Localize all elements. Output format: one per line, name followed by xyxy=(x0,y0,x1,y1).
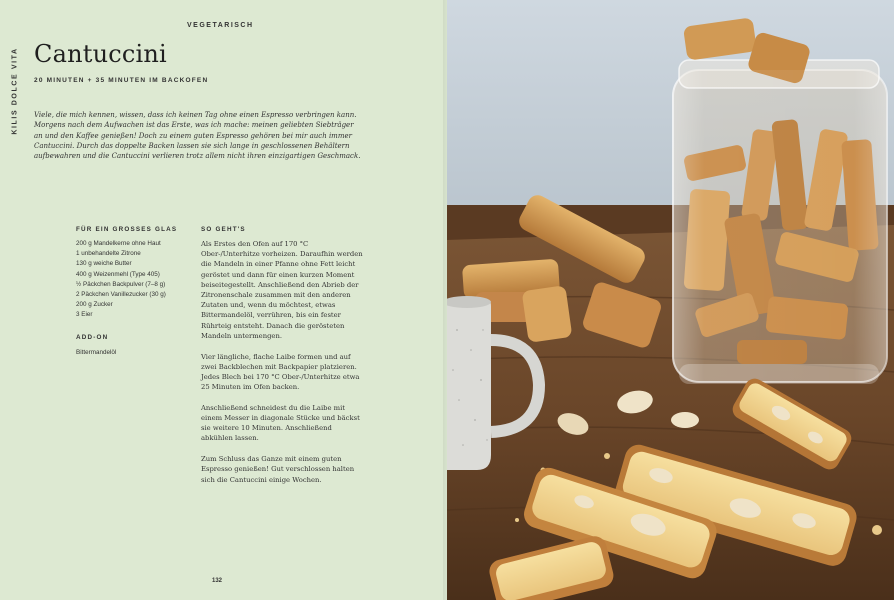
addon-item: Bittermandelöl xyxy=(76,349,117,356)
addon-list xyxy=(76,348,116,358)
page-number: 132 xyxy=(212,578,223,584)
ingredient-item: 1 unbehandelte Zitrone xyxy=(76,250,141,258)
right-page-photo xyxy=(447,0,894,600)
ingredient-item: 2 Päckchen Vanillezucker (30 g) xyxy=(76,291,166,299)
side-label xyxy=(9,46,21,136)
ingredient-item: 3 Eier xyxy=(76,311,93,319)
recipe-time: 20 MINUTEN + 35 MINUTEN IM BACKOFEN xyxy=(34,77,209,84)
ingredient-item: 200 g Zucker xyxy=(76,301,113,309)
step-paragraph: Anschließend schneidest du die Laibe mit einem Messer in diagonale Stücke und bäckst sie weitere 10 Minuten. Anschließend abkühlen lassen. xyxy=(201,403,360,443)
side-label-text: KILIS DOLCE VITA xyxy=(11,47,19,135)
ingredients-list xyxy=(76,239,166,321)
recipe-intro: Viele, die mich kennen, wissen, dass ich keinen Tag ohne einen Espresso verbringen kann. Morgens nach dem Aufwachen ist das Erste, was ich mache: meinen geliebten Siebträger an und den Kaffee genießen! Doch zu einem guten Espresso gehören bei mir auch immer Cantuccini. Durch das doppelte Backen lassen sie sich lange in geschlossenen Behältern aufbewahren und die Cantuccini verlieren trotz allem nicht ihren einzigartigen Geschmack. xyxy=(34,111,361,161)
ingredient-item: 400 g Weizenmehl (Type 405) xyxy=(76,270,160,278)
step-paragraph: Vier längliche, flache Laibe formen und auf zwei Backblechen mit Backpapier platzieren. Jedes Blech bei 170 °C Ober-/Unterhitze etwa 25 Minuten im Ofen backen. xyxy=(201,352,360,392)
category-label: VEGETARISCH xyxy=(187,22,254,29)
step-paragraph: Zum Schluss das Ganze mit einem guten Espresso genießen! Gut verschlossen halten sich die Cantuccini einige Wochen. xyxy=(201,455,355,484)
steps-heading: SO GEHT'S xyxy=(201,226,246,233)
ingredient-item: 200 g Mandelkerne ohne Haut xyxy=(76,240,161,247)
step-paragraph: Als Erstes den Ofen auf 170 °C Ober-/Unterhitze vorheizen. Daraufhin werden die Mandeln in einer Pfanne ohne Fett leicht geröstet und dann für einen kurzen Moment beiseitegestellt. Anschließend den Abrieb der Zitronenschale zusammen mit den anderen Zutaten und, wenn du möchtest, etwas Bittermandelöl, verrühren, bis ein fester Rührteig entsteht. Danach die gerösteten Mandeln untermengen. xyxy=(201,240,363,340)
addon-heading: ADD-ON xyxy=(76,334,109,341)
glass-jar xyxy=(672,17,887,384)
ingredient-item: ½ Päckchen Backpulver (7–8 g) xyxy=(76,280,166,288)
recipe-title: Cantuccini xyxy=(34,40,167,68)
steps-text xyxy=(201,239,363,495)
cantuccini-photo xyxy=(447,0,894,600)
ingredient-item: 130 g weiche Butter xyxy=(76,260,132,268)
ingredients-heading: FÜR EIN GROSSES GLAS xyxy=(76,226,178,233)
